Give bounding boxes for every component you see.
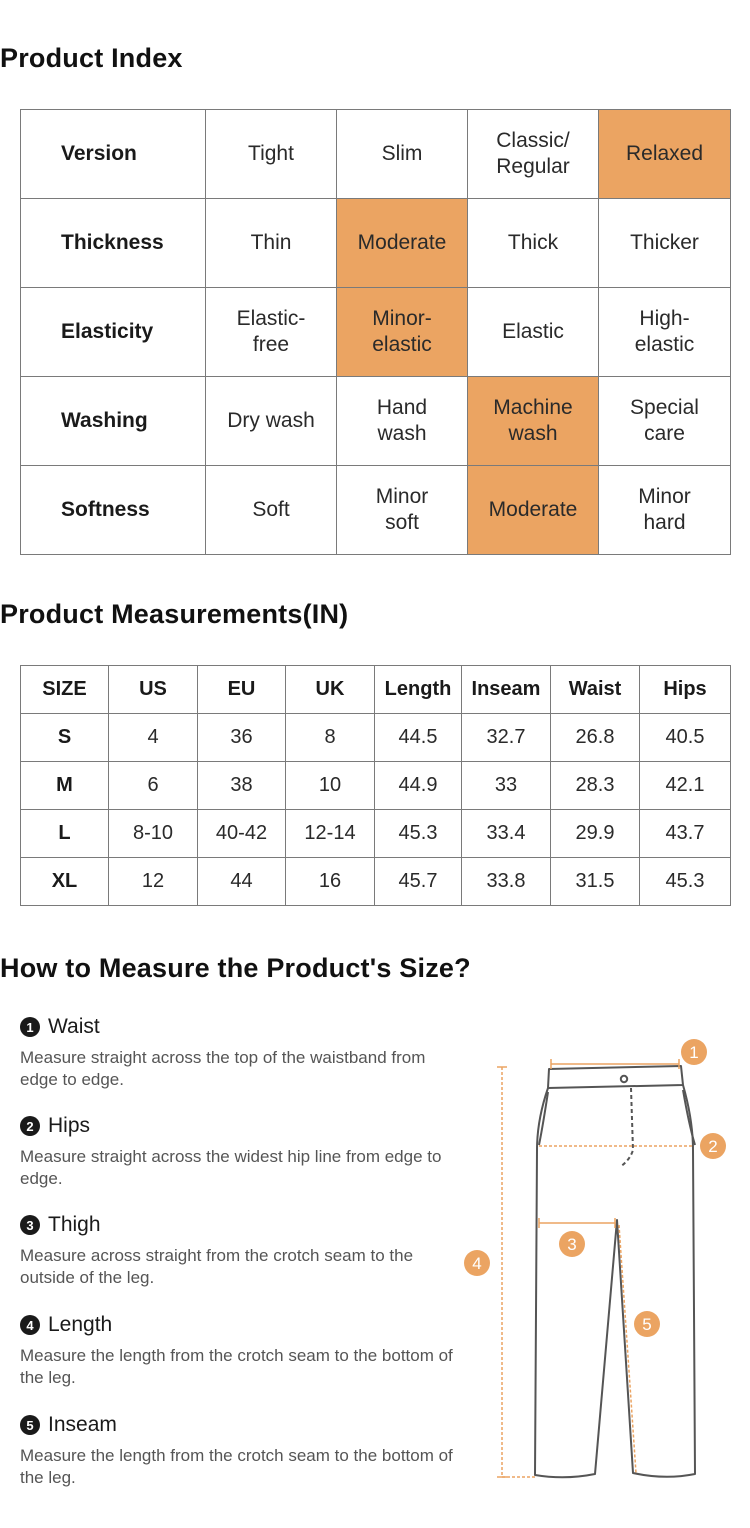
measurement-cell: 12-14 xyxy=(286,810,375,858)
size-label-cell: S xyxy=(21,714,109,762)
index-option: Hand wash xyxy=(337,377,468,466)
measurements-header-cell: Inseam xyxy=(462,666,551,714)
index-option: Minor hard xyxy=(599,466,731,555)
step-heading xyxy=(20,1211,460,1239)
pants-diagram xyxy=(455,1030,750,1490)
index-option: Tight xyxy=(206,110,337,199)
marker-2 xyxy=(700,1133,726,1159)
measurements-table xyxy=(20,665,731,906)
index-option-selected: Machine wash xyxy=(468,377,599,466)
measurement-cell: 6 xyxy=(109,762,198,810)
measurement-cell: 28.3 xyxy=(551,762,640,810)
index-row-label: Version xyxy=(21,110,206,199)
step-number-badge: 4 xyxy=(20,1315,40,1335)
table-row xyxy=(21,858,731,906)
measurement-cell: 4 xyxy=(109,714,198,762)
measurement-cell: 44.5 xyxy=(375,714,462,762)
step-heading xyxy=(20,1013,460,1041)
step-number-badge: 3 xyxy=(20,1215,40,1235)
step-description: Measure straight across the widest hip line from edge to edge. xyxy=(20,1147,442,1188)
marker-1-label: 1 xyxy=(689,1043,699,1062)
marker-1 xyxy=(681,1039,707,1065)
index-option: Special care xyxy=(599,377,731,466)
index-option: Thick xyxy=(468,199,599,288)
step-name: Inseam xyxy=(48,1413,117,1436)
measurement-cell: 10 xyxy=(286,762,375,810)
measurements-header-cell: Hips xyxy=(640,666,731,714)
step-description: Measure the length from the crotch seam to the bottom of the leg. xyxy=(20,1346,453,1387)
measurement-cell: 38 xyxy=(198,762,286,810)
measure-step-length xyxy=(20,1311,460,1389)
measurement-cell: 12 xyxy=(109,858,198,906)
step-heading xyxy=(20,1411,460,1439)
index-row-version xyxy=(21,110,731,199)
index-option: High- elastic xyxy=(599,288,731,377)
marker-4 xyxy=(464,1250,490,1276)
measurement-cell: 33 xyxy=(462,762,551,810)
measurement-cell: 8 xyxy=(286,714,375,762)
measurements-header-cell: SIZE xyxy=(21,666,109,714)
measurement-cell: 33.4 xyxy=(462,810,551,858)
index-option: Thin xyxy=(206,199,337,288)
marker-3 xyxy=(559,1231,585,1257)
index-option: Elastic- free xyxy=(206,288,337,377)
index-option: Classic/ Regular xyxy=(468,110,599,199)
measurement-cell: 40-42 xyxy=(198,810,286,858)
index-option-selected: Minor- elastic xyxy=(337,288,468,377)
step-description: Measure across straight from the crotch seam to the outside of the leg. xyxy=(20,1246,414,1287)
step-description: Measure the length from the crotch seam to the bottom of the leg. xyxy=(20,1446,453,1487)
index-option-selected: Relaxed xyxy=(599,110,731,199)
measurement-cell: 33.8 xyxy=(462,858,551,906)
measurements-header-row xyxy=(21,666,731,714)
product-index-table xyxy=(20,109,731,555)
marker-2-label: 2 xyxy=(708,1137,718,1156)
step-number-badge: 1 xyxy=(20,1017,40,1037)
index-option: Soft xyxy=(206,466,337,555)
step-number-badge: 2 xyxy=(20,1116,40,1136)
how-to-title: How to Measure the Product's Size? xyxy=(0,953,471,983)
index-option-selected: Moderate xyxy=(337,199,468,288)
product-index-title: Product Index xyxy=(0,43,183,73)
index-row-thickness xyxy=(21,199,731,288)
index-row-label: Elasticity xyxy=(21,288,206,377)
pants-outline-icon xyxy=(535,1066,695,1477)
step-heading xyxy=(20,1112,460,1140)
marker-5 xyxy=(634,1311,660,1337)
index-row-label: Softness xyxy=(21,466,206,555)
marker-3-label: 3 xyxy=(567,1235,577,1254)
table-row xyxy=(21,714,731,762)
measurement-cell: 16 xyxy=(286,858,375,906)
measurement-cell: 45.3 xyxy=(375,810,462,858)
index-option: Slim xyxy=(337,110,468,199)
index-row-washing xyxy=(21,377,731,466)
measurement-cell: 42.1 xyxy=(640,762,731,810)
index-option: Dry wash xyxy=(206,377,337,466)
step-heading xyxy=(20,1311,460,1339)
marker-5-label: 5 xyxy=(642,1315,652,1334)
measurements-header-cell: US xyxy=(109,666,198,714)
measurements-header-cell: EU xyxy=(198,666,286,714)
measurement-cell: 26.8 xyxy=(551,714,640,762)
measurement-cell: 36 xyxy=(198,714,286,762)
measurement-cell: 44.9 xyxy=(375,762,462,810)
measurement-cell: 44 xyxy=(198,858,286,906)
size-label-cell: M xyxy=(21,762,109,810)
measurements-header-cell: UK xyxy=(286,666,375,714)
measurement-cell: 45.7 xyxy=(375,858,462,906)
measure-step-waist xyxy=(20,1013,460,1091)
measurement-cell: 40.5 xyxy=(640,714,731,762)
measurement-cell: 43.7 xyxy=(640,810,731,858)
measurement-cell: 29.9 xyxy=(551,810,640,858)
measurement-cell: 32.7 xyxy=(462,714,551,762)
index-row-label: Washing xyxy=(21,377,206,466)
table-row xyxy=(21,762,731,810)
step-name: Hips xyxy=(48,1114,91,1137)
measurement-cell: 45.3 xyxy=(640,858,731,906)
index-option: Elastic xyxy=(468,288,599,377)
step-name: Thigh xyxy=(48,1213,101,1236)
measurements-title: Product Measurements(IN) xyxy=(0,599,349,629)
index-option-selected: Moderate xyxy=(468,466,599,555)
index-option: Minor soft xyxy=(337,466,468,555)
measurement-cell: 8-10 xyxy=(109,810,198,858)
measurements-header-cell: Length xyxy=(375,666,462,714)
measure-step-inseam xyxy=(20,1411,460,1489)
step-name: Length xyxy=(48,1313,113,1336)
step-name: Waist xyxy=(48,1015,100,1038)
marker-4-label: 4 xyxy=(472,1254,482,1273)
measurement-cell: 31.5 xyxy=(551,858,640,906)
index-option: Thicker xyxy=(599,199,731,288)
measure-step-thigh xyxy=(20,1211,460,1289)
step-number-badge: 5 xyxy=(20,1415,40,1435)
index-row-elasticity xyxy=(21,288,731,377)
measure-step-hips xyxy=(20,1112,460,1190)
index-row-label: Thickness xyxy=(21,199,206,288)
table-row xyxy=(21,810,731,858)
measurements-header-cell: Waist xyxy=(551,666,640,714)
step-description: Measure straight across the top of the waistband from edge to edge. xyxy=(20,1048,426,1089)
index-row-softness xyxy=(21,466,731,555)
size-label-cell: XL xyxy=(21,858,109,906)
size-label-cell: L xyxy=(21,810,109,858)
